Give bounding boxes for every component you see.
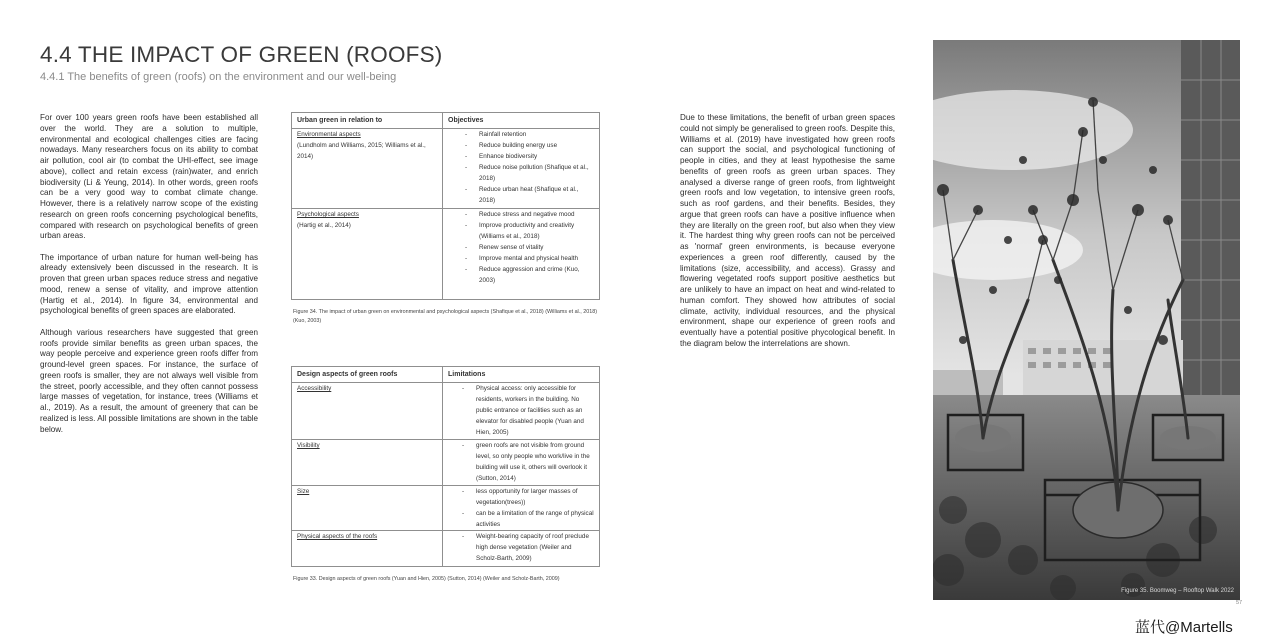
- table-row: [292, 531, 600, 567]
- table-row: [292, 486, 600, 531]
- table-cell: [292, 129, 443, 209]
- figure-caption: Figure 34. The impact of urban green on environmental and psychological aspects (Shafique et al., 2018) (Williams et al., 2018) (Kuo, 2003): [293, 309, 598, 324]
- table-header-cell: Design aspects of green roofs: [292, 367, 443, 383]
- paragraph: Although various researchers have suggested that green roofs provide similar benefits as green urban spaces, the way people perceive and experience green roofs differ from ground-level green spaces. For instance, the surface of green roofs is smaller, they are not always well visible from the street, poorly accessible, and they often cannot possess large masses of vegetation, for instance, trees (Williams et al., 2019). As a result, the amount of greenery that can be realized is less. All possible limitations are shown in the table below.: [40, 327, 258, 434]
- aspect-label: Visibility: [297, 442, 320, 449]
- limitation-list: [448, 383, 594, 438]
- objective-list: [448, 129, 594, 206]
- figure-caption: Figure 33. Design aspects of green roofs (Yuan and Hien, 2005) (Sutton, 2014) (Weiler and Scholz-Barth, 2009): [293, 576, 560, 582]
- green-roof-photo: [933, 40, 1240, 600]
- right-text-column: [680, 113, 895, 360]
- table-cell: [292, 383, 443, 440]
- limitation-list: [448, 531, 594, 564]
- table-cell: [443, 440, 600, 486]
- list-item: - Renew sense of vitality: [448, 242, 594, 253]
- list-item: - Reduce aggression and crime (Kuo, 2003): [448, 264, 594, 286]
- table-cell: [443, 129, 600, 209]
- page-number: 57: [1236, 600, 1243, 606]
- list-item: - Improve mental and physical health: [448, 253, 594, 264]
- table-row: [292, 129, 600, 209]
- limitation-list: [448, 440, 594, 484]
- limitations-table: [291, 366, 600, 567]
- table-cell: [292, 440, 443, 486]
- table-row: [292, 383, 600, 440]
- table-cell: [443, 383, 600, 440]
- aspect-label: Physical aspects of the roofs: [297, 533, 378, 540]
- list-item: - Improve productivity and creativity (Williams et al., 2018): [448, 220, 594, 242]
- table-cell: [292, 531, 443, 567]
- table-header-cell: Urban green in relation to: [292, 113, 443, 129]
- list-item: - Reduce stress and negative mood: [448, 209, 594, 220]
- list-item: - Reduce urban heat (Shafique et al., 2018): [448, 184, 594, 206]
- list-item: - Reduce building energy use: [448, 140, 594, 151]
- table-header-row: [292, 367, 600, 383]
- objective-list: [448, 209, 594, 286]
- table-row: [292, 440, 600, 486]
- table-cell: [443, 531, 600, 567]
- limitation-list: [448, 486, 594, 530]
- aspect-label: Size: [297, 488, 310, 495]
- list-item: - less opportunity for larger masses of vegetation(trees)): [448, 486, 594, 508]
- paragraph: Due to these limitations, the benefit of urban green spaces could not simply be generalised to green roofs. Despite this, Williams et al. (2019) have investigated how green roofs can support the social, and psychological functioning of people in cities, and they at least hypothesise the same benefits of green roofs as green urban spaces. They analysed a diverse range of green roofs, from lightweight green roofs and low vegetation, to intensive green roofs, such as roof gardens, and their benefits. Besides, they argue that green roofs can have a positive influence when they are literally on the green roof, but also when they view it. The hardest thing why green roofs can not be perceived as 'normal' green environments, is because everyone experiences a green roof differently, caused by the limitations (size, accessibility, and access). Grassy and flowering vegetated roofs support positive aesthetics but are unlikely to have an impact on heat and wind-related to human comfort. They showed how attributes of social climate, activity, individual resources, and the physical environment, shape our experience of green roofs and eventually have a potential positive phycological benefit. In the diagram below the interrelations are shown.: [680, 113, 895, 348]
- list-item: - Weight-bearing capacity of roof preclude high dense vegetation (Weiler and Scholz-Barth, 2009): [448, 531, 594, 564]
- aspect-reference: (Lundholm and Williams, 2015; Williams et al., 2014): [297, 142, 426, 160]
- page-subtitle: 4.4.1 The benefits of green (roofs) on the environment and our well-being: [40, 71, 397, 83]
- aspect-label: Psychological aspects: [297, 211, 359, 218]
- table-row: [292, 209, 600, 300]
- table-header-cell: Objectives: [443, 113, 600, 129]
- table-header-cell: Limitations: [443, 367, 600, 383]
- list-item: - Reduce noise pollution (Shafique et al., 2018): [448, 162, 594, 184]
- list-item: - can be a limitation of the range of physical activities: [448, 508, 594, 530]
- table-cell: [443, 486, 600, 531]
- page-title: 4.4 THE IMPACT OF GREEN (ROOFS): [40, 42, 443, 67]
- paragraph: For over 100 years green roofs have been established all over the world. They are a solution to multiple, environmental and ecological challenges cities are facing nowadays. Many researchers focus on its ability to combat air pollution, cool air (to combat the UHI-effect, see image above), collect and retain excess (rain)water, and enrich biodiversity (Li & Yeung, 2014). In other words, green roofs can be a very good way to combat climate change. However, there is a relatively narrow scope of the existing research on green roofs concerning psychological benefits, compared with research on psychological benefits of green urban areas.: [40, 113, 258, 241]
- aspect-label: Accessibility: [297, 385, 332, 392]
- paragraph: The importance of urban nature for human well-being has already extensively been discussed in the research. It is proven that green urban spaces reduce stress and negative mood, renew a sense of vitality, and improve attention (Hartig et al., 2014). In figure 34, environmental and psychological benefits of green spaces are elaborated.: [40, 252, 258, 316]
- list-item: - Physical access: only accessible for residents, workers in the building. No public entrance or facilities such as an elevator for disabled people (Yuan and Hien, 2005): [448, 383, 594, 438]
- aspect-label: Environmental aspects: [297, 131, 361, 138]
- watermark: 蓝代@Martells: [1135, 619, 1233, 636]
- table-cell: [292, 486, 443, 531]
- list-item: - Rainfall retention: [448, 129, 594, 140]
- left-text-column: [40, 113, 258, 446]
- list-item: - Enhance biodiversity: [448, 151, 594, 162]
- table-header-row: [292, 113, 600, 129]
- aspect-reference: (Hartig et al., 2014): [297, 222, 351, 229]
- list-item: - green roofs are not visible from ground level, so only people who work/live in the building will use it, others will overlook it (Sutton, 2014): [448, 440, 594, 484]
- objectives-table: [291, 112, 600, 300]
- table-cell: [292, 209, 443, 300]
- green-roof-photo-illustration: [933, 40, 1240, 600]
- table-cell: [443, 209, 600, 300]
- photo-credit: Figure 35. Boomweg – Rooftop Walk 2022: [1121, 588, 1234, 594]
